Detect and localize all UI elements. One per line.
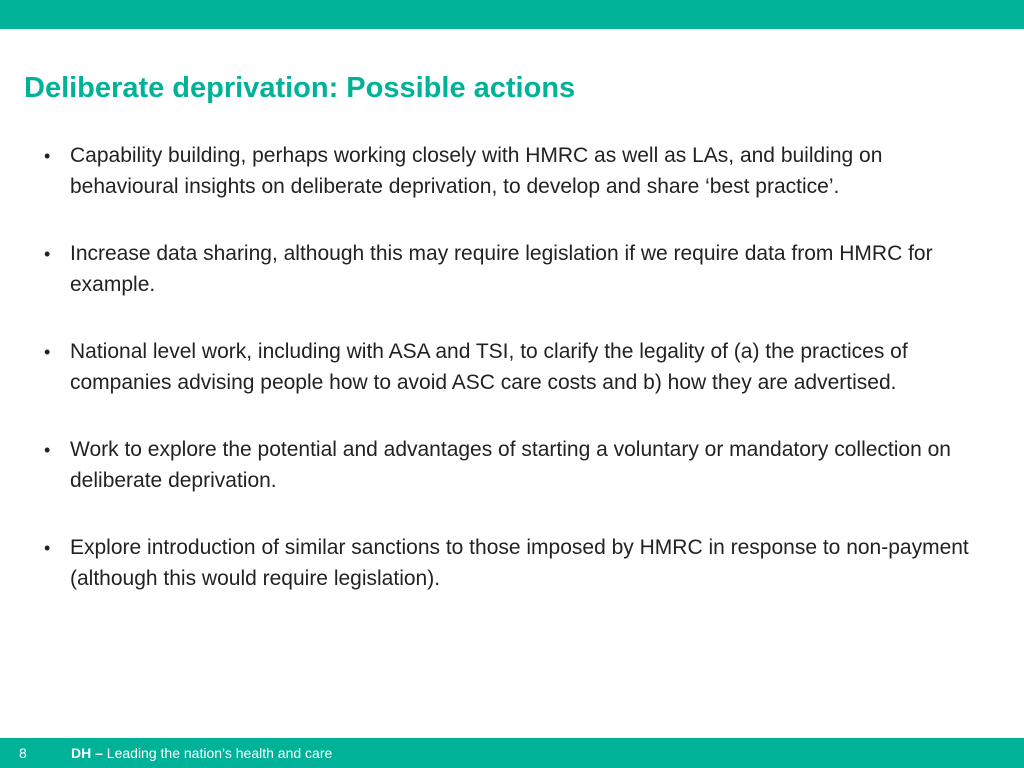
footer-brand: DH – bbox=[71, 745, 103, 761]
list-item bbox=[44, 337, 984, 398]
bullet-icon: • bbox=[44, 440, 51, 460]
bullet-text: Explore introduction of similar sanctions to those imposed by HMRC in response to non-payment (although this would require legislation). bbox=[70, 536, 969, 590]
footer-bar bbox=[0, 738, 1024, 768]
list-item bbox=[44, 435, 984, 496]
bullet-text: National level work, including with ASA and TSI, to clarify the legality of (a) the practices of companies advising people how to avoid ASC care costs and b) how they are advertised. bbox=[70, 340, 908, 394]
bullet-icon: • bbox=[44, 244, 51, 264]
bullet-list bbox=[44, 141, 984, 631]
bullet-text: Increase data sharing, although this may require legislation if we require data from HMRC for example. bbox=[70, 242, 933, 296]
top-accent-bar bbox=[0, 0, 1024, 29]
page-number: 8 bbox=[19, 745, 27, 761]
list-item bbox=[44, 533, 984, 594]
list-item bbox=[44, 239, 984, 300]
slide-title: Deliberate deprivation: Possible actions bbox=[24, 72, 576, 104]
bullet-text: Capability building, perhaps working closely with HMRC as well as LAs, and building on behavioural insights on deliberate deprivation, to develop and share ‘best practice’. bbox=[70, 144, 883, 198]
bullet-icon: • bbox=[44, 538, 51, 558]
bullet-icon: • bbox=[44, 342, 51, 362]
footer-tagline: Leading the nation’s health and care bbox=[106, 745, 333, 761]
footer-text bbox=[71, 738, 332, 768]
bullet-text: Work to explore the potential and advantages of starting a voluntary or mandatory collection on deliberate deprivation. bbox=[70, 438, 951, 492]
list-item bbox=[44, 141, 984, 202]
bullet-icon: • bbox=[44, 146, 51, 166]
